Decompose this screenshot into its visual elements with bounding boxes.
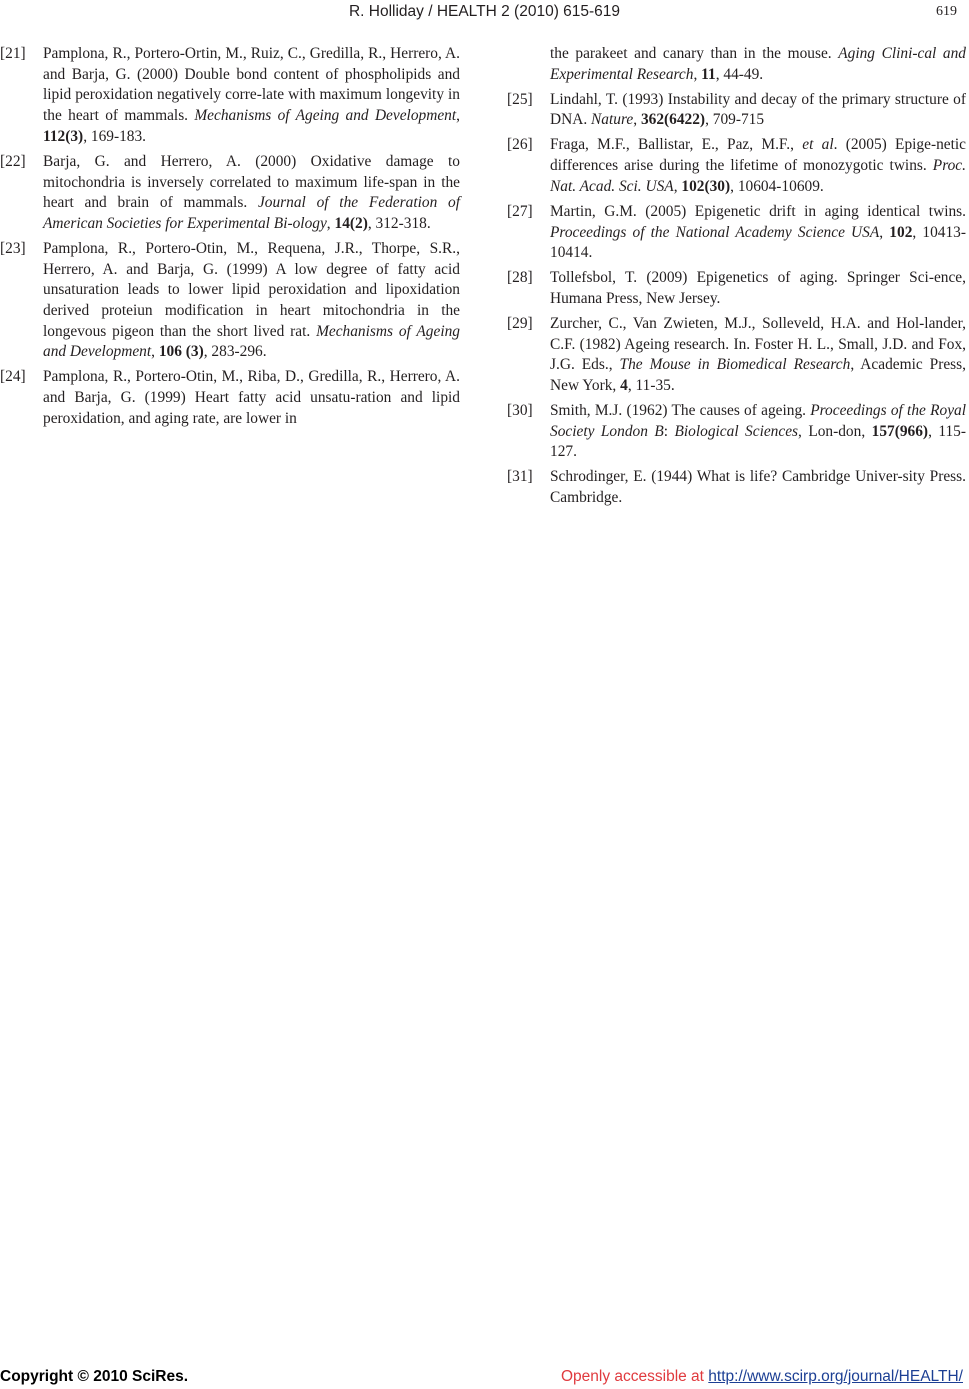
reference-text [43, 239, 460, 363]
reference-number: [30] [507, 402, 533, 420]
reference-title-italic: et al [802, 136, 834, 154]
reference-segment: the parakeet and canary than in the mouse. [550, 45, 839, 62]
reference-segment: : [663, 422, 675, 440]
reference-entry [0, 44, 460, 148]
reference-segment: , 10413-10414. [550, 223, 966, 262]
open-access-notice [561, 1366, 963, 1388]
reference-segment: Martin, G.M. (2005) Epigenetic drift in aging identical twins. [550, 202, 966, 220]
open-access-text: Openly accessible at [560, 1368, 709, 1385]
reference-segment: , Academic Press, New York, [550, 356, 967, 395]
reference-segment: Lindahl, T. (1993) Instability and decay of the primary structure of DNA. [550, 90, 966, 129]
reference-segment: Pamplona, R., Portero-Ortin, M., Ruiz, C., Gredilla, R., Herrero, A. and Barja, G. (2000) Double bond content of phospholipids and lipid peroxidation negatively corre-late with maximum longevity in the heart of mammals. [43, 45, 460, 125]
reference-title-italic: The Mouse in Biomedical Research [619, 356, 851, 374]
reference-segment: Schrodinger, E. (1944) What is life? Cambridge Univer-sity Press. Cambridge. [550, 468, 966, 507]
reference-text [550, 401, 966, 463]
reference-number: [28] [507, 269, 533, 287]
reference-segment: , 312-318. [367, 214, 431, 232]
references-right-column [507, 44, 966, 513]
reference-text [43, 44, 460, 148]
reference-title-italic: Mechanisms of Ageing and Development [43, 322, 460, 361]
reference-volume-bold: 14(2) [334, 214, 368, 232]
reference-entry [0, 367, 460, 429]
reference-text [550, 314, 966, 397]
reference-segment: , 283-296. [203, 343, 267, 361]
reference-number: [25] [507, 90, 533, 108]
reference-segment: Smith, M.J. (1962) The causes of ageing. [550, 402, 811, 420]
reference-text [550, 90, 966, 131]
reference-segment: Pamplona, R., Portero-Otin, M., Requena, J.R., Thorpe, S.R., Herrero, A. and Barja, G. (1999) A low degree of fatty acid unsaturation leads to lower lipid peroxidation and lipoxidation derived proteiun modification in heart mitochondria in the longevous pigeon than the short lived rat. [43, 239, 460, 340]
reference-entry [0, 152, 460, 235]
reference-number: [31] [507, 468, 533, 486]
reference-entry [507, 90, 966, 131]
reference-segment: , 44-49. [715, 65, 764, 83]
reference-segment: , 169-183. [83, 127, 147, 145]
reference-volume-bold: 11 [701, 65, 716, 83]
reference-segment: , [456, 107, 460, 125]
running-head: R. Holliday / HEALTH 2 (2010) 615-619 [348, 3, 621, 20]
references-left-column [0, 44, 460, 434]
reference-number: [24] [0, 368, 26, 386]
reference-segment: , [879, 223, 890, 241]
reference-volume-bold: 102 [889, 223, 913, 241]
reference-segment: Fraga, M.F., Ballistar, E., Paz, M.F., [550, 136, 803, 154]
reference-number: [21] [0, 45, 26, 62]
journal-url-link[interactable]: http://www.scirp.org/journal/HEALTH/ [708, 1368, 963, 1385]
reference-segment: , 11-35. [627, 377, 675, 395]
reference-title-italic: Proc. Nat. Acad. Sci. USA [550, 157, 966, 195]
reference-segment: , Lon-don, [798, 422, 872, 440]
reference-title-italic: Aging Clini-cal and Experimental Research [550, 45, 966, 83]
reference-title-italic: Mechanisms of Ageing and Development [194, 107, 457, 125]
reference-segment: Pamplona, R., Portero-Otin, M., Riba, D., Gredilla, R., Herrero, A. and Barja, G. (1999) Heart fatty acid unsatu-ration and lipid peroxidation, and aging rate, are lower in [43, 368, 460, 427]
reference-segment: , 10604-10609. [730, 177, 824, 195]
reference-title-italic: Proceedings of the National Academy Science USA [550, 223, 880, 241]
reference-segment: , 709-715 [705, 111, 765, 129]
reference-segment: , [673, 177, 682, 195]
reference-entry [507, 202, 966, 264]
reference-number: [29] [507, 314, 533, 332]
reference-text [43, 152, 460, 235]
reference-number: [26] [507, 136, 533, 154]
reference-segment: , [326, 214, 335, 232]
reference-text [550, 135, 966, 197]
reference-segment: , 115-127. [550, 422, 966, 461]
reference-entry [507, 314, 966, 397]
reference-segment: Barja, G. and Herrero, A. (2000) Oxidative damage to mitochondria is inversely correlated to maximum life-span in the heart and brain of mammals. [43, 152, 460, 212]
reference-volume-bold: 102(30) [681, 177, 731, 195]
reference-entry [0, 239, 460, 363]
reference-volume-bold: 157(966) [871, 422, 929, 440]
reference-text [550, 467, 966, 508]
page-number: 619 [936, 4, 957, 19]
reference-number: [27] [507, 202, 533, 220]
reference-segment: . (2005) Epige-netic differences arise during the lifetime of monozygotic twins. [550, 136, 966, 175]
reference-title-italic: Nature [591, 111, 634, 129]
copyright-notice: Copyright © 2010 SciRes. [0, 1368, 189, 1385]
reference-segment: Zurcher, C., Van Zwieten, M.J., Solleveld, H.A. and Hol-lander, C.F. (1982) Ageing research. In. Foster H. L., Small, J.D. and Fox, J.G. Eds., [550, 314, 966, 374]
reference-entry [507, 268, 966, 309]
reference-number: [22] [0, 152, 26, 170]
reference-volume-bold: 362(6422) [640, 111, 706, 129]
reference-text [43, 367, 460, 429]
reference-volume-bold: 4 [620, 377, 628, 395]
reference-segment: , [151, 343, 159, 361]
reference-entry [507, 401, 966, 463]
reference-entry [507, 467, 966, 508]
reference-segment: , [693, 65, 702, 83]
reference-entry [507, 135, 966, 197]
reference-segment: Tollefsbol, T. (2009) Epigenetics of aging. Springer Sci-ence, Humana Press, New Jersey. [550, 269, 966, 307]
reference-volume-bold: 106 (3) [158, 343, 204, 361]
reference-volume-bold: 112(3) [43, 127, 84, 145]
reference-title-italic: Journal of the Federation of American Societies for Experimental Bi-ology [43, 194, 460, 232]
reference-text [550, 202, 966, 264]
reference-text [550, 268, 966, 309]
reference-title-italic: Biological Sciences [674, 422, 799, 440]
reference-number: [23] [0, 239, 26, 257]
reference-segment: , [633, 111, 641, 129]
reference-title-italic: Proceedings of the Royal Society London B [550, 402, 966, 440]
reference-continuation [507, 44, 966, 85]
